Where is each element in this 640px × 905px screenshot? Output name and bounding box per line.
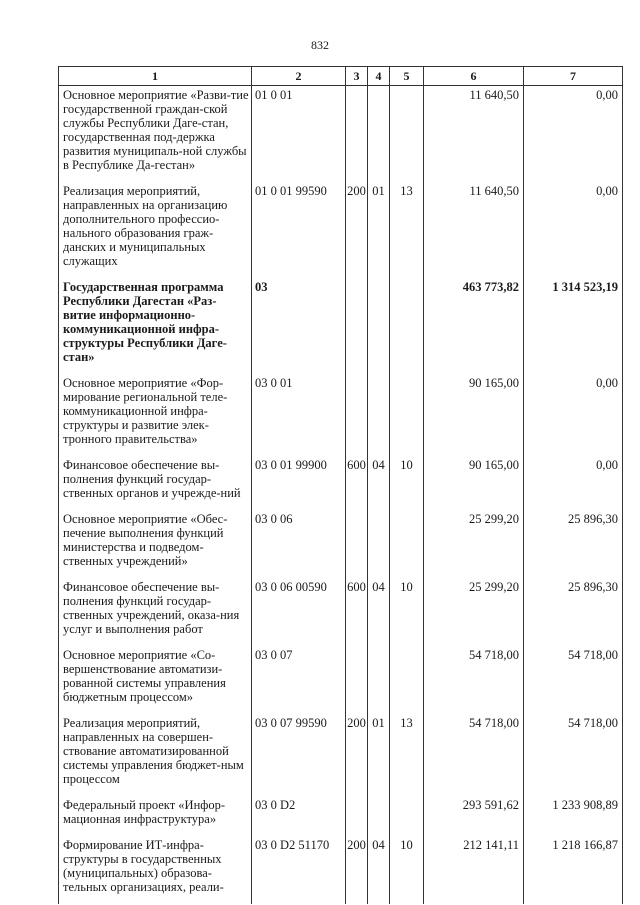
table-row — [59, 578, 623, 646]
row-value-col6-cell: 11 640,50 — [424, 182, 524, 278]
row-name-cell: Формирование ИТ-инфра-структуры в государственных (муниципальных) образова-тельных организациях, реали- — [59, 836, 252, 904]
row-value-col7-cell: 1 233 908,89 — [524, 796, 623, 836]
row-subsection-cell: 10 — [390, 836, 424, 904]
row-name-cell: Реализация мероприятий, направленных на совершен-ствование автоматизированной системы управления бюджет-ным процессом — [59, 714, 252, 796]
row-subsection-cell: 13 — [390, 182, 424, 278]
row-expense-type-cell: 600 — [346, 456, 368, 510]
row-value-col6-cell: 25 299,20 — [424, 510, 524, 578]
header-cell: 7 — [524, 67, 623, 86]
row-code-cell: 01 0 01 — [252, 86, 346, 183]
budget-table — [58, 66, 623, 904]
row-code-cell: 03 0 07 — [252, 646, 346, 714]
row-value-col7-cell: 25 896,30 — [524, 578, 623, 646]
row-name-cell: Основное мероприятие «Разви-тие государственной граждан-ской службы Республики Даге-стан, государственная под-держка развития муниципаль-ной службы в Республике Да-гестан» — [59, 86, 252, 183]
row-section-cell: 04 — [368, 456, 390, 510]
row-code-cell: 03 0 07 99590 — [252, 714, 346, 796]
row-expense-type-cell — [346, 510, 368, 578]
row-expense-type-cell — [346, 646, 368, 714]
row-value-col7-cell: 1 218 166,87 — [524, 836, 623, 904]
row-name-cell: Финансовое обеспечение вы-полнения функций государ-ственных учреждений, оказа-ния услуг и выполнения работ — [59, 578, 252, 646]
row-value-col6-cell: 212 141,11 — [424, 836, 524, 904]
row-section-cell: 04 — [368, 578, 390, 646]
row-subsection-cell — [390, 374, 424, 456]
row-value-col7-cell: 0,00 — [524, 182, 623, 278]
row-name-cell: Основное мероприятие «Обес-печение выполнения функций министерства и подведом-ственных учреждений» — [59, 510, 252, 578]
row-value-col6-cell: 11 640,50 — [424, 86, 524, 183]
row-name-cell: Основное мероприятие «Фор-мирование региональной теле-коммуникационной инфра-структуры и развитие элек-тронного правительства» — [59, 374, 252, 456]
row-section-cell: 04 — [368, 836, 390, 904]
table-row — [59, 836, 623, 904]
row-code-cell: 03 0 01 — [252, 374, 346, 456]
row-subsection-cell: 10 — [390, 456, 424, 510]
row-value-col7-cell: 1 314 523,19 — [524, 278, 623, 374]
table-row — [59, 374, 623, 456]
row-code-cell: 03 0 D2 51170 — [252, 836, 346, 904]
row-expense-type-cell — [346, 86, 368, 183]
table-row — [59, 456, 623, 510]
row-code-cell: 03 0 D2 — [252, 796, 346, 836]
row-value-col6-cell: 90 165,00 — [424, 374, 524, 456]
row-section-cell: 01 — [368, 182, 390, 278]
row-code-cell: 03 0 06 00590 — [252, 578, 346, 646]
row-section-cell — [368, 374, 390, 456]
row-expense-type-cell: 200 — [346, 714, 368, 796]
table-row — [59, 796, 623, 836]
row-subsection-cell — [390, 278, 424, 374]
row-value-col6-cell: 463 773,82 — [424, 278, 524, 374]
row-name-cell: Реализация мероприятий, направленных на организацию дополнительного профессио-нального образования граж-данских и муниципальных служащих — [59, 182, 252, 278]
row-code-cell: 03 — [252, 278, 346, 374]
row-value-col6-cell: 293 591,62 — [424, 796, 524, 836]
row-subsection-cell: 10 — [390, 578, 424, 646]
row-value-col7-cell: 25 896,30 — [524, 510, 623, 578]
table-header — [59, 67, 623, 86]
row-value-col6-cell: 54 718,00 — [424, 646, 524, 714]
row-subsection-cell — [390, 796, 424, 836]
row-expense-type-cell — [346, 278, 368, 374]
row-subsection-cell — [390, 86, 424, 183]
header-cell: 2 — [252, 67, 346, 86]
row-section-cell — [368, 510, 390, 578]
row-value-col6-cell: 90 165,00 — [424, 456, 524, 510]
row-name-cell: Федеральный проект «Инфор-мационная инфраструктура» — [59, 796, 252, 836]
header-cell: 4 — [368, 67, 390, 86]
row-expense-type-cell: 200 — [346, 182, 368, 278]
row-value-col7-cell: 0,00 — [524, 86, 623, 183]
page-number: 832 — [311, 38, 329, 52]
row-code-cell: 03 0 06 — [252, 510, 346, 578]
row-section-cell — [368, 646, 390, 714]
row-expense-type-cell: 200 — [346, 836, 368, 904]
header-cell: 6 — [424, 67, 524, 86]
table-row — [59, 510, 623, 578]
table-row — [59, 86, 623, 183]
table-body — [59, 86, 623, 905]
row-expense-type-cell: 600 — [346, 578, 368, 646]
row-value-col7-cell: 54 718,00 — [524, 714, 623, 796]
header-cell: 1 — [59, 67, 252, 86]
row-name-cell: Основное мероприятие «Со-вершенствование автоматизи-рованной системы управления бюджетным процессом» — [59, 646, 252, 714]
header-cell: 5 — [390, 67, 424, 86]
row-value-col7-cell: 0,00 — [524, 374, 623, 456]
row-name-cell: Государственная программа Республики Дагестан «Раз-витие информационно-коммуникационной инфра-структуры Республики Даге-стан» — [59, 278, 252, 374]
table-row — [59, 646, 623, 714]
row-subsection-cell — [390, 646, 424, 714]
row-code-cell: 01 0 01 99590 — [252, 182, 346, 278]
table-row — [59, 182, 623, 278]
row-section-cell — [368, 278, 390, 374]
row-subsection-cell: 13 — [390, 714, 424, 796]
row-expense-type-cell — [346, 796, 368, 836]
row-name-cell: Финансовое обеспечение вы-полнения функций государ-ственных органов и учрежде-ний — [59, 456, 252, 510]
row-value-col6-cell: 54 718,00 — [424, 714, 524, 796]
row-section-cell — [368, 86, 390, 183]
row-expense-type-cell — [346, 374, 368, 456]
row-subsection-cell — [390, 510, 424, 578]
row-value-col7-cell: 54 718,00 — [524, 646, 623, 714]
table-row — [59, 278, 623, 374]
row-code-cell: 03 0 01 99900 — [252, 456, 346, 510]
row-section-cell — [368, 796, 390, 836]
row-section-cell: 01 — [368, 714, 390, 796]
table-row — [59, 714, 623, 796]
row-value-col7-cell: 0,00 — [524, 456, 623, 510]
row-value-col6-cell: 25 299,20 — [424, 578, 524, 646]
header-cell: 3 — [346, 67, 368, 86]
